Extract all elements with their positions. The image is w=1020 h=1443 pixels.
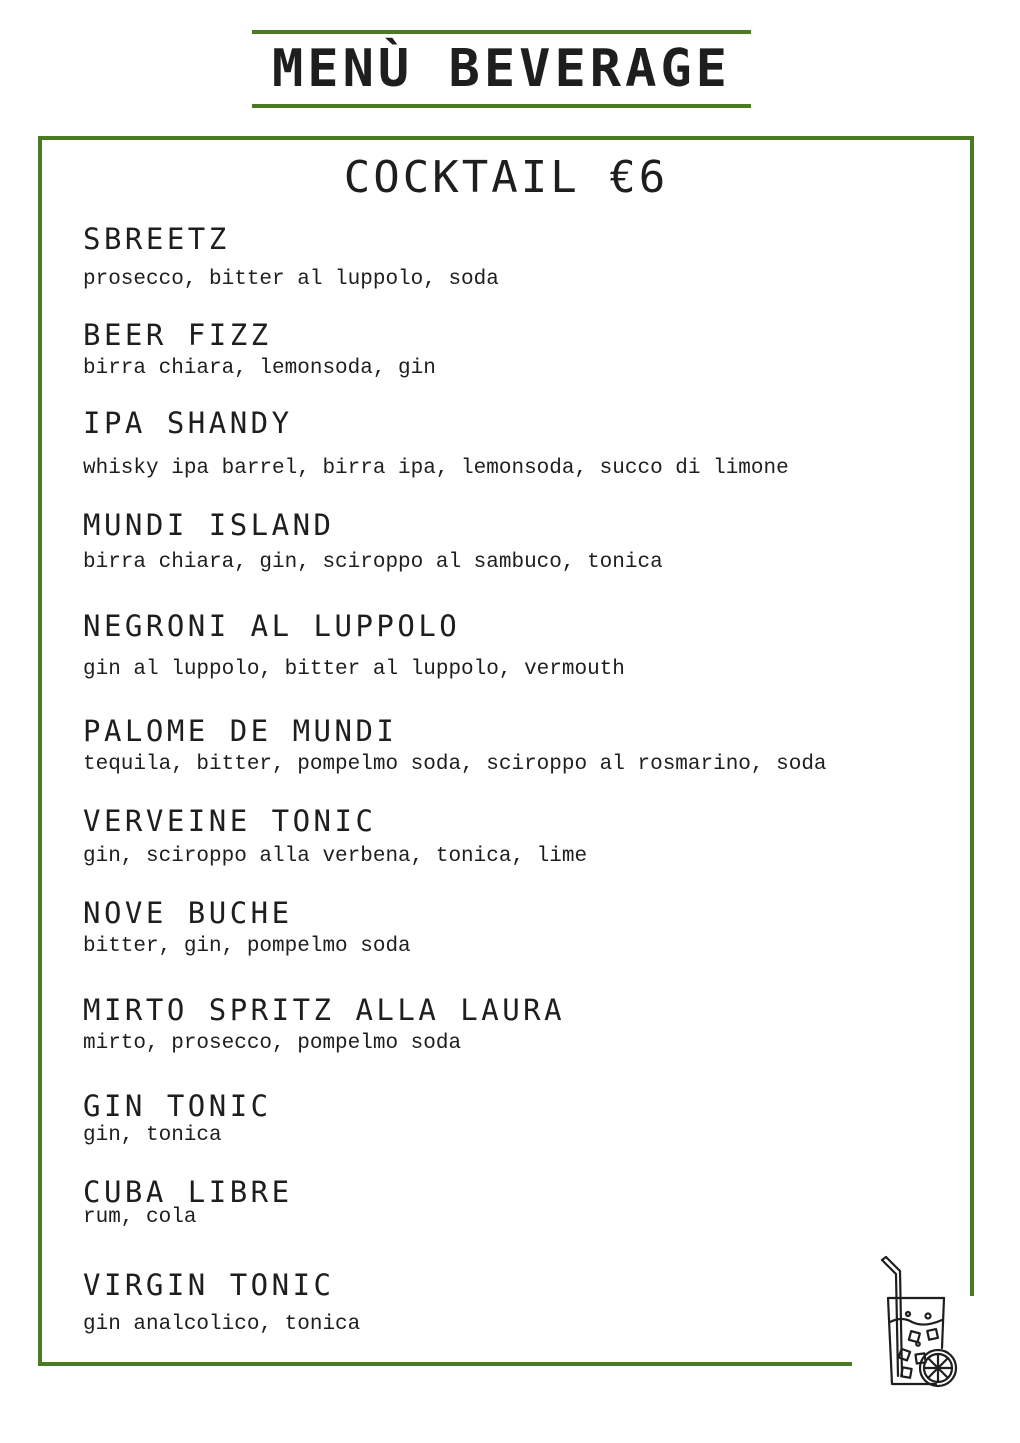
cocktail-glass-icon bbox=[872, 1252, 964, 1392]
menu-item bbox=[83, 1089, 272, 1149]
item-name: VIRGIN TONIC bbox=[83, 1268, 335, 1302]
item-description: gin, tonica bbox=[83, 1124, 222, 1147]
frame-border-left bbox=[38, 136, 42, 1366]
item-name: PALOME DE MUNDI bbox=[83, 714, 398, 748]
item-name: GIN TONIC bbox=[83, 1089, 272, 1123]
menu-item bbox=[83, 1268, 360, 1338]
item-description: bitter, gin, pompelmo soda bbox=[83, 935, 411, 958]
item-name: NEGRONI AL LUPPOLO bbox=[83, 609, 461, 643]
frame-border-top bbox=[38, 136, 974, 140]
item-name: SBREETZ bbox=[83, 222, 230, 256]
item-description: prosecco, bitter al luppolo, soda bbox=[83, 268, 499, 291]
page-title: MENÙ BEVERAGE bbox=[272, 39, 731, 99]
menu-item bbox=[83, 804, 587, 870]
item-name: VERVEINE TONIC bbox=[83, 804, 377, 838]
frame-border-bottom bbox=[38, 1362, 852, 1366]
item-description: rum, cola bbox=[83, 1206, 197, 1229]
item-description: birra chiara, lemonsoda, gin bbox=[83, 357, 436, 380]
item-description: gin, sciroppo alla verbena, tonica, lime bbox=[83, 845, 588, 868]
item-name: NOVE BUCHE bbox=[83, 896, 293, 930]
item-description: mirto, prosecco, pompelmo soda bbox=[83, 1032, 462, 1055]
menu-item bbox=[83, 1175, 293, 1231]
menu-item bbox=[83, 318, 436, 382]
item-description: tequila, bitter, pompelmo soda, sciroppo al rosmarino, soda bbox=[83, 753, 827, 776]
item-name: MIRTO SPRITZ ALLA LAURA bbox=[83, 993, 566, 1027]
menu-item bbox=[83, 609, 625, 683]
item-description: gin al luppolo, bitter al luppolo, vermouth bbox=[83, 658, 625, 681]
item-name: BEER FIZZ bbox=[83, 318, 272, 352]
menu-item bbox=[83, 508, 663, 576]
menu-item bbox=[83, 993, 565, 1057]
header-rule-bottom bbox=[252, 104, 751, 108]
item-name: IPA SHANDY bbox=[83, 406, 293, 440]
menu-item bbox=[83, 896, 411, 960]
item-description: birra chiara, gin, sciroppo al sambuco, tonica bbox=[83, 551, 663, 574]
item-description: gin analcolico, tonica bbox=[83, 1313, 361, 1336]
section-title: COCKTAIL €6 bbox=[343, 152, 669, 203]
frame-border-right bbox=[970, 136, 974, 1296]
menu-item bbox=[83, 222, 499, 293]
menu-item bbox=[83, 714, 827, 778]
item-name: MUNDI ISLAND bbox=[83, 508, 335, 542]
item-name: CUBA LIBRE bbox=[83, 1175, 293, 1209]
item-description: whisky ipa barrel, birra ipa, lemonsoda, succo di limone bbox=[83, 457, 789, 480]
menu-item bbox=[83, 406, 789, 482]
header-rule-top bbox=[252, 30, 751, 34]
